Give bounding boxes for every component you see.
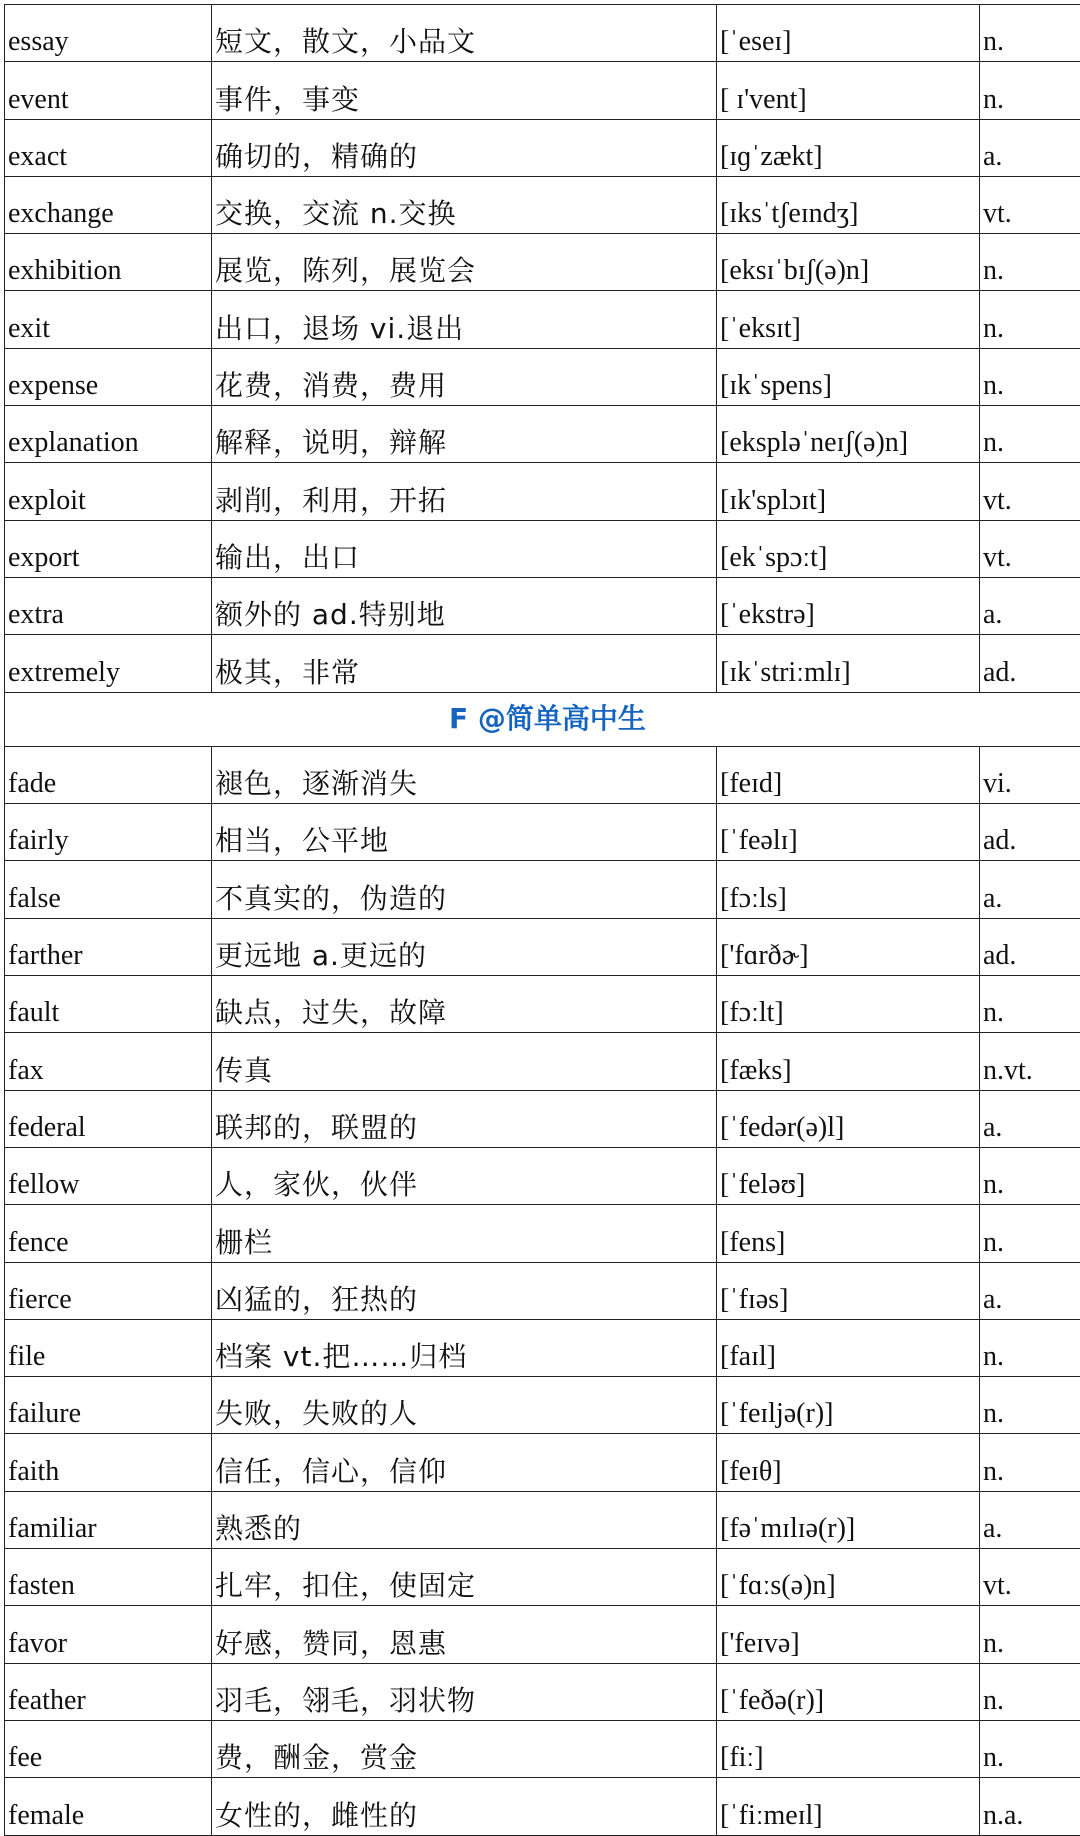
word-cell: exhibition xyxy=(5,234,212,291)
vocab-row xyxy=(5,635,1080,692)
vocabulary-table-body xyxy=(5,5,1080,1836)
meaning-cell: 额外的 ad.特别地 xyxy=(212,577,717,634)
meaning-cell: 信任，信心，信仰 xyxy=(212,1434,717,1491)
vocab-row xyxy=(5,1090,1080,1147)
meaning-cell: 输出，出口 xyxy=(212,520,717,577)
word-cell: fee xyxy=(5,1720,212,1777)
phonetic-cell: ['feɪvə] xyxy=(717,1606,980,1663)
part-of-speech-cell: n. xyxy=(980,976,1080,1033)
phonetic-cell: [ɪksˈtʃeɪndʒ] xyxy=(717,176,980,233)
word-cell: favor xyxy=(5,1606,212,1663)
phonetic-cell: [feɪd] xyxy=(717,746,980,803)
phonetic-cell: [fens] xyxy=(717,1205,980,1262)
part-of-speech-cell: n. xyxy=(980,1606,1080,1663)
vocab-row xyxy=(5,406,1080,463)
word-cell: exact xyxy=(5,119,212,176)
vocab-row xyxy=(5,348,1080,405)
word-cell: failure xyxy=(5,1377,212,1434)
part-of-speech-cell: n. xyxy=(980,348,1080,405)
vocab-row xyxy=(5,1778,1080,1835)
phonetic-cell: [ɪkˈspens] xyxy=(717,348,980,405)
phonetic-cell: [ekˈspɔːt] xyxy=(717,520,980,577)
part-of-speech-cell: n. xyxy=(980,1377,1080,1434)
word-cell: exit xyxy=(5,291,212,348)
meaning-cell: 档案 vt.把……归档 xyxy=(212,1319,717,1376)
vocab-row xyxy=(5,5,1080,62)
word-cell: false xyxy=(5,861,212,918)
phonetic-cell: [ ɪ'vent] xyxy=(717,62,980,119)
phonetic-cell: [ˈfeəlɪ] xyxy=(717,804,980,861)
part-of-speech-cell: n. xyxy=(980,406,1080,463)
part-of-speech-cell: n. xyxy=(980,1147,1080,1204)
vocab-row xyxy=(5,1434,1080,1491)
meaning-cell: 褪色，逐渐消失 xyxy=(212,746,717,803)
word-cell: fax xyxy=(5,1033,212,1090)
meaning-cell: 缺点，过失，故障 xyxy=(212,976,717,1033)
part-of-speech-cell: a. xyxy=(980,1262,1080,1319)
vocab-row xyxy=(5,1491,1080,1548)
part-of-speech-cell: vi. xyxy=(980,746,1080,803)
phonetic-cell: [ˈfɪəs] xyxy=(717,1262,980,1319)
part-of-speech-cell: n. xyxy=(980,5,1080,62)
vocab-row xyxy=(5,1606,1080,1663)
word-cell: fairly xyxy=(5,804,212,861)
phonetic-cell: [ˈfeðə(r)] xyxy=(717,1663,980,1720)
vocab-row xyxy=(5,746,1080,803)
word-cell: exploit xyxy=(5,463,212,520)
word-cell: female xyxy=(5,1778,212,1835)
vocab-row xyxy=(5,1377,1080,1434)
meaning-cell: 费，酬金，赏金 xyxy=(212,1720,717,1777)
section-header-row xyxy=(5,692,1080,746)
meaning-cell: 栅栏 xyxy=(212,1205,717,1262)
meaning-cell: 传真 xyxy=(212,1033,717,1090)
vocab-row xyxy=(5,119,1080,176)
word-cell: essay xyxy=(5,5,212,62)
part-of-speech-cell: vt. xyxy=(980,463,1080,520)
phonetic-cell: [ˈfeləʊ] xyxy=(717,1147,980,1204)
part-of-speech-cell: vt. xyxy=(980,176,1080,233)
word-cell: fade xyxy=(5,746,212,803)
phonetic-cell: [ˈekstrə] xyxy=(717,577,980,634)
meaning-cell: 花费，消费，费用 xyxy=(212,348,717,405)
vocab-row xyxy=(5,176,1080,233)
word-cell: familiar xyxy=(5,1491,212,1548)
part-of-speech-cell: ad. xyxy=(980,918,1080,975)
part-of-speech-cell: vt. xyxy=(980,520,1080,577)
meaning-cell: 相当，公平地 xyxy=(212,804,717,861)
vocabulary-table xyxy=(4,4,1080,1836)
meaning-cell: 羽毛，翎毛，羽状物 xyxy=(212,1663,717,1720)
meaning-cell: 扎牢，扣住，使固定 xyxy=(212,1549,717,1606)
vocab-row xyxy=(5,520,1080,577)
phonetic-cell: ['fɑrðɚ] xyxy=(717,918,980,975)
phonetic-cell: [eksɪˈbɪʃ(ə)n] xyxy=(717,234,980,291)
part-of-speech-cell: n. xyxy=(980,1434,1080,1491)
phonetic-cell: [ˈeksɪt] xyxy=(717,291,980,348)
meaning-cell: 极其，非常 xyxy=(212,635,717,692)
phonetic-cell: [ɪk'splɔɪt] xyxy=(717,463,980,520)
word-cell: export xyxy=(5,520,212,577)
part-of-speech-cell: n.a. xyxy=(980,1778,1080,1835)
part-of-speech-cell: n. xyxy=(980,234,1080,291)
vocab-row xyxy=(5,234,1080,291)
meaning-cell: 剥削，利用，开拓 xyxy=(212,463,717,520)
phonetic-cell: [fəˈmɪlɪə(r)] xyxy=(717,1491,980,1548)
meaning-cell: 解释，说明，辩解 xyxy=(212,406,717,463)
phonetic-cell: [ɪkˈstriːmlɪ] xyxy=(717,635,980,692)
phonetic-cell: [ɪɡˈzækt] xyxy=(717,119,980,176)
vocab-row xyxy=(5,291,1080,348)
part-of-speech-cell: n. xyxy=(980,1205,1080,1262)
meaning-cell: 更远地 a.更远的 xyxy=(212,918,717,975)
meaning-cell: 女性的，雌性的 xyxy=(212,1778,717,1835)
phonetic-cell: [faɪl] xyxy=(717,1319,980,1376)
meaning-cell: 联邦的，联盟的 xyxy=(212,1090,717,1147)
vocab-row xyxy=(5,976,1080,1033)
word-cell: expense xyxy=(5,348,212,405)
word-cell: fault xyxy=(5,976,212,1033)
word-cell: fasten xyxy=(5,1549,212,1606)
phonetic-cell: [feɪθ] xyxy=(717,1434,980,1491)
part-of-speech-cell: ad. xyxy=(980,635,1080,692)
meaning-cell: 出口，退场 vi.退出 xyxy=(212,291,717,348)
section-header: F @简单高中生 xyxy=(5,692,1080,746)
phonetic-cell: [ˈfɑːs(ə)n] xyxy=(717,1549,980,1606)
phonetic-cell: [fæks] xyxy=(717,1033,980,1090)
word-cell: farther xyxy=(5,918,212,975)
part-of-speech-cell: n. xyxy=(980,1720,1080,1777)
part-of-speech-cell: n. xyxy=(980,62,1080,119)
part-of-speech-cell: vt. xyxy=(980,1549,1080,1606)
vocab-row xyxy=(5,1549,1080,1606)
word-cell: extra xyxy=(5,577,212,634)
meaning-cell: 失败，失败的人 xyxy=(212,1377,717,1434)
word-cell: exchange xyxy=(5,176,212,233)
part-of-speech-cell: a. xyxy=(980,861,1080,918)
phonetic-cell: [ˈfeɪljə(r)] xyxy=(717,1377,980,1434)
part-of-speech-cell: a. xyxy=(980,577,1080,634)
meaning-cell: 展览，陈列，展览会 xyxy=(212,234,717,291)
phonetic-cell: [ekspləˈneɪʃ(ə)n] xyxy=(717,406,980,463)
phonetic-cell: [fiː] xyxy=(717,1720,980,1777)
part-of-speech-cell: n. xyxy=(980,1319,1080,1376)
word-cell: file xyxy=(5,1319,212,1376)
word-cell: extremely xyxy=(5,635,212,692)
word-cell: federal xyxy=(5,1090,212,1147)
word-cell: fellow xyxy=(5,1147,212,1204)
part-of-speech-cell: n. xyxy=(980,1663,1080,1720)
vocab-row xyxy=(5,1033,1080,1090)
meaning-cell: 好感，赞同，恩惠 xyxy=(212,1606,717,1663)
meaning-cell: 凶猛的，狂热的 xyxy=(212,1262,717,1319)
part-of-speech-cell: n. xyxy=(980,291,1080,348)
phonetic-cell: [fɔːlt] xyxy=(717,976,980,1033)
meaning-cell: 交换，交流 n.交换 xyxy=(212,176,717,233)
vocab-row xyxy=(5,861,1080,918)
meaning-cell: 确切的，精确的 xyxy=(212,119,717,176)
vocab-row xyxy=(5,463,1080,520)
vocab-row xyxy=(5,577,1080,634)
meaning-cell: 人，家伙，伙伴 xyxy=(212,1147,717,1204)
part-of-speech-cell: n.vt. xyxy=(980,1033,1080,1090)
phonetic-cell: [ˈfedər(ə)l] xyxy=(717,1090,980,1147)
vocab-row xyxy=(5,1205,1080,1262)
phonetic-cell: [ˈfiːmeɪl] xyxy=(717,1778,980,1835)
vocab-row xyxy=(5,1720,1080,1777)
part-of-speech-cell: ad. xyxy=(980,804,1080,861)
part-of-speech-cell: a. xyxy=(980,119,1080,176)
word-cell: feather xyxy=(5,1663,212,1720)
vocab-row xyxy=(5,1663,1080,1720)
vocab-row xyxy=(5,918,1080,975)
part-of-speech-cell: a. xyxy=(980,1491,1080,1548)
vocab-row xyxy=(5,1147,1080,1204)
word-cell: fence xyxy=(5,1205,212,1262)
meaning-cell: 熟悉的 xyxy=(212,1491,717,1548)
word-cell: faith xyxy=(5,1434,212,1491)
vocab-row xyxy=(5,62,1080,119)
vocab-row xyxy=(5,804,1080,861)
phonetic-cell: [ˈeseɪ] xyxy=(717,5,980,62)
vocab-row xyxy=(5,1262,1080,1319)
word-cell: event xyxy=(5,62,212,119)
vocab-row xyxy=(5,1319,1080,1376)
phonetic-cell: [fɔːls] xyxy=(717,861,980,918)
word-cell: fierce xyxy=(5,1262,212,1319)
word-cell: explanation xyxy=(5,406,212,463)
meaning-cell: 不真实的，伪造的 xyxy=(212,861,717,918)
meaning-cell: 短文，散文，小品文 xyxy=(212,5,717,62)
part-of-speech-cell: a. xyxy=(980,1090,1080,1147)
meaning-cell: 事件，事变 xyxy=(212,62,717,119)
